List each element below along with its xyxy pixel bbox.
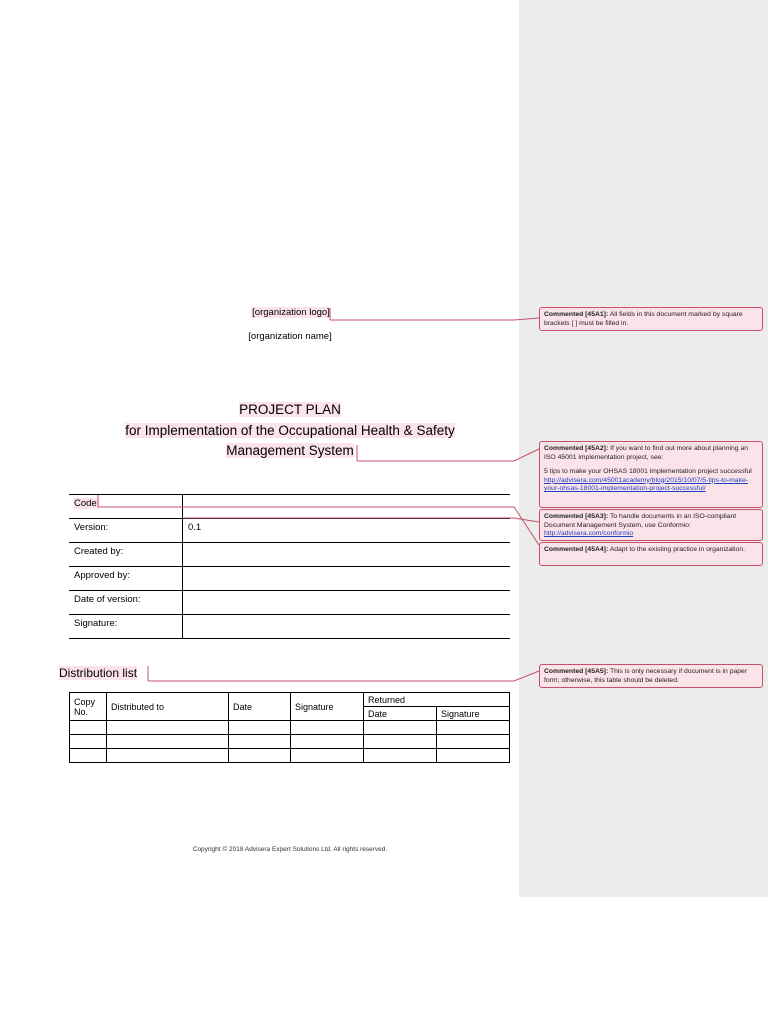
organization-logo-placeholder[interactable]: [organization logo]: [252, 307, 330, 318]
returned-header: Returned: [364, 693, 510, 707]
approved-by-label: Approved by:: [69, 567, 183, 591]
returned-date-header: Date: [364, 707, 437, 721]
organization-name-placeholder[interactable]: [organization name]: [248, 331, 332, 342]
comment-45a4[interactable]: Commented [45A4]: Adapt to the existing practice in organization.: [539, 542, 763, 566]
date-header: Date: [229, 693, 291, 721]
version-value[interactable]: 0.1: [183, 519, 511, 543]
ohsas-tips-link[interactable]: http://advisera.com/45001academy/blog/2015/10/07/5-tips-to-make-your-ohsas-18001-implementation-project-successful/: [544, 476, 749, 492]
document-title-line2: for Implementation of the Occupational Health & Safety: [125, 423, 455, 438]
distribution-list-heading: Distribution list: [59, 666, 138, 680]
date-of-version-label: Date of version:: [69, 591, 183, 615]
version-label: Version:: [69, 519, 183, 543]
signature-header: Signature: [291, 693, 364, 721]
comment-45a3[interactable]: Commented [45A3]: To handle documents in an ISO-compliant Document Management System, use Conformio: http://advisera.com/conformio: [539, 509, 763, 541]
copy-no-header: Copy No.: [70, 693, 107, 721]
conformio-link[interactable]: http://advisera.com/conformio: [544, 530, 634, 537]
returned-signature-header: Signature: [437, 707, 510, 721]
document-title-line3: Management System: [226, 443, 354, 458]
comment-45a1[interactable]: Commented [45A1]: All fields in this document marked by square brackets [ ] must be filled in.: [539, 307, 763, 331]
comment-45a2[interactable]: Commented [45A2]: If you want to find out more about planning an ISO 45001 implementation project, see: 5 tips to make your OHSAS 18001 implementation project successful http://advisera.com/45001academy/blog/2015/10/07/5-tips-to-make-your-ohsas-18001-implementation-project-successful/: [539, 441, 763, 508]
comment-45a5[interactable]: Commented [45A5]: This is only necessary if document is in paper form; otherwise, this table should be deleted.: [539, 664, 763, 688]
created-by-label: Created by:: [69, 543, 183, 567]
distributed-to-header: Distributed to: [107, 693, 229, 721]
code-label: Code:: [69, 495, 183, 519]
copyright-footer: Copyright © 2018 Advisera Expert Solutions Ltd. All rights reserved.: [192, 846, 388, 853]
document-title-line1: PROJECT PLAN: [239, 402, 341, 417]
signature-label: Signature:: [69, 615, 183, 639]
